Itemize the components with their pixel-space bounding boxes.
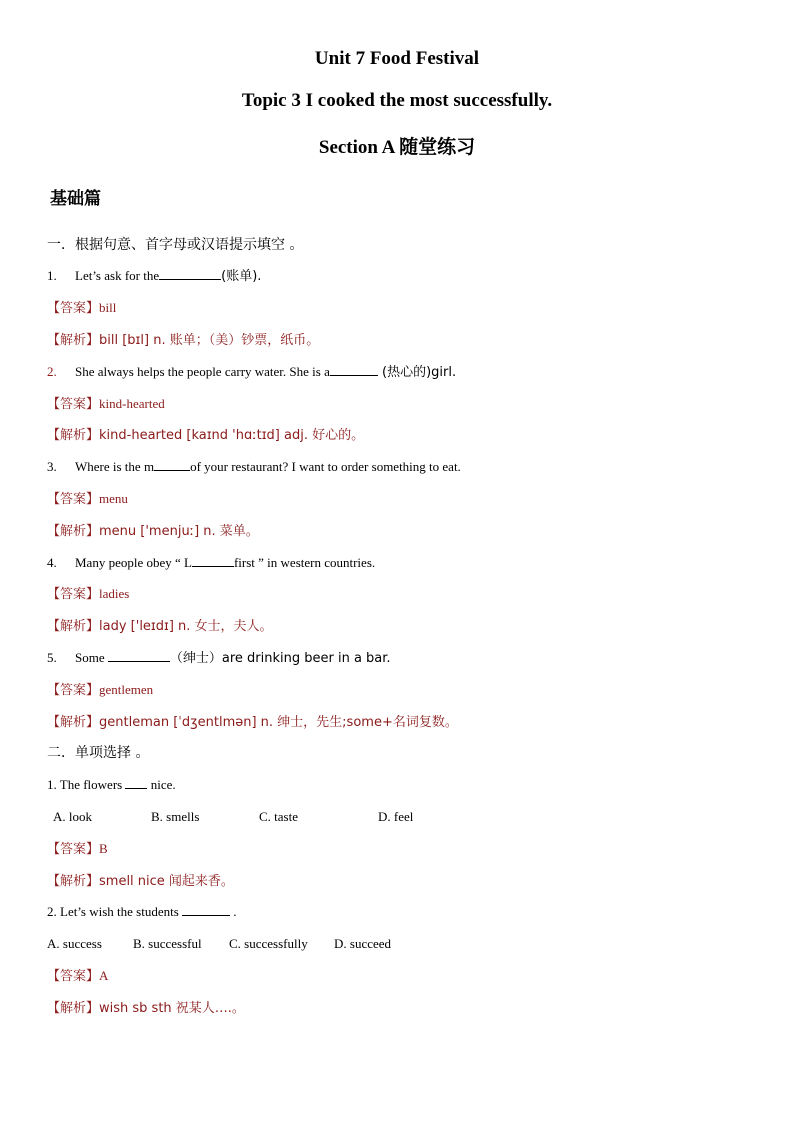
mc-analysis-2 — [47, 1000, 245, 1017]
analysis-3 — [47, 523, 259, 540]
option-a: A. success — [47, 936, 102, 951]
topic-title: Topic 3 I cooked the most successfully. — [241, 90, 553, 111]
analysis-text: lady ['leɪdɪ] n. 女士，夫人。 — [99, 619, 273, 634]
answer-value: bill — [99, 300, 117, 315]
level-heading: 基础篇 — [50, 189, 101, 209]
analysis-tag: 【解析】 — [47, 524, 100, 539]
analysis-text: menu ['menjuː] n. 菜单。 — [99, 524, 259, 539]
part1-heading: 一．根据句意、首字母或汉语提示填空 。 — [47, 237, 304, 253]
answer-tag: 【答案】 — [47, 492, 100, 507]
blank — [182, 904, 230, 916]
question-number: 1. — [47, 268, 57, 283]
blank — [159, 268, 221, 280]
question-text: Where is the m — [75, 459, 155, 474]
analysis-text: kind-hearted [kaɪnd 'hɑːtɪd] adj. 好心的。 — [99, 428, 365, 443]
question-text: Let’s ask for the — [75, 268, 160, 283]
option-b: B. successful — [133, 936, 202, 951]
question-text: . — [230, 904, 237, 919]
question-number: 2. — [47, 364, 57, 379]
option-a: A. look — [53, 809, 92, 824]
analysis-2 — [47, 427, 364, 444]
question-text: of your restaurant? I want to order something to eat. — [190, 459, 461, 474]
unit-title: Unit 7 Food Festival — [314, 48, 480, 69]
question-text: Some — [75, 650, 108, 665]
answer-tag: 【答案】 — [47, 683, 100, 698]
mc-question-2 — [47, 904, 237, 920]
answer-2 — [47, 396, 165, 413]
question-5 — [47, 650, 391, 667]
analysis-tag: 【解析】 — [47, 874, 100, 889]
analysis-tag: 【解析】 — [47, 428, 100, 443]
section-title: Section A 随堂练习 — [318, 137, 476, 158]
question-3 — [47, 459, 461, 475]
part2-heading: 二．单项选择 。 — [47, 745, 150, 761]
question-text: 2. Let’s wish the students — [47, 904, 183, 919]
answer-tag: 【答案】 — [47, 587, 100, 602]
option-d: D. succeed — [334, 936, 392, 951]
analysis-4 — [47, 618, 273, 635]
question-4 — [47, 555, 375, 571]
option-c: C. successfully — [229, 936, 308, 951]
question-2 — [47, 364, 456, 381]
analysis-tag: 【解析】 — [47, 619, 100, 634]
question-number: 3. — [47, 459, 57, 474]
answer-value: A — [99, 968, 109, 983]
blank — [125, 777, 147, 789]
answer-tag: 【答案】 — [47, 397, 100, 412]
mc-answer-1 — [47, 841, 108, 858]
mc-analysis-1 — [47, 873, 234, 890]
analysis-text: wish sb sth 祝某人….。 — [99, 1001, 245, 1016]
question-text: first ” in western countries. — [233, 555, 376, 570]
question-text: Many people obey “ L — [75, 555, 192, 570]
question-text: 1. The flowers — [47, 777, 126, 792]
answer-tag: 【答案】 — [47, 842, 100, 857]
blank — [192, 555, 234, 567]
answer-tag: 【答案】 — [47, 301, 100, 316]
option-b: B. smells — [151, 809, 200, 824]
blank — [154, 459, 190, 471]
analysis-tag: 【解析】 — [47, 1001, 100, 1016]
question-text: (账单). — [221, 269, 262, 284]
option-c: C. taste — [259, 809, 298, 824]
answer-3 — [47, 491, 128, 508]
answer-5 — [47, 682, 153, 699]
question-text: nice. — [147, 777, 176, 792]
analysis-text: bill [bɪl] n. 账单；（美）钞票，纸币。 — [99, 333, 320, 348]
analysis-1 — [47, 332, 319, 349]
analysis-5 — [47, 714, 458, 731]
answer-value: ladies — [99, 586, 130, 601]
answer-4 — [47, 586, 129, 603]
analysis-tag: 【解析】 — [47, 715, 100, 730]
question-number: 5. — [47, 650, 57, 665]
blank — [330, 364, 378, 376]
analysis-tag: 【解析】 — [47, 333, 100, 348]
answer-value: menu — [99, 491, 128, 506]
option-d: D. feel — [378, 809, 414, 824]
analysis-text: gentleman [ˈdʒentlmən] n. 绅士，先生;some+名词复数。 — [99, 715, 458, 730]
answer-value: kind-hearted — [99, 396, 165, 411]
blank — [108, 650, 170, 662]
mc-answer-2 — [47, 968, 108, 985]
question-number: 4. — [47, 555, 57, 570]
analysis-text: smell nice 闻起来香。 — [99, 874, 234, 889]
question-text: (热心的)girl. — [377, 365, 457, 380]
answer-value: B — [99, 841, 108, 856]
answer-tag: 【答案】 — [47, 969, 100, 984]
mc-question-1 — [47, 777, 176, 793]
answer-value: gentlemen — [99, 682, 154, 697]
question-text: （绅士）are drinking beer in a bar. — [169, 651, 391, 666]
question-1 — [47, 268, 261, 285]
answer-1 — [47, 300, 116, 317]
question-text: She always helps the people carry water. She is a — [75, 364, 330, 379]
